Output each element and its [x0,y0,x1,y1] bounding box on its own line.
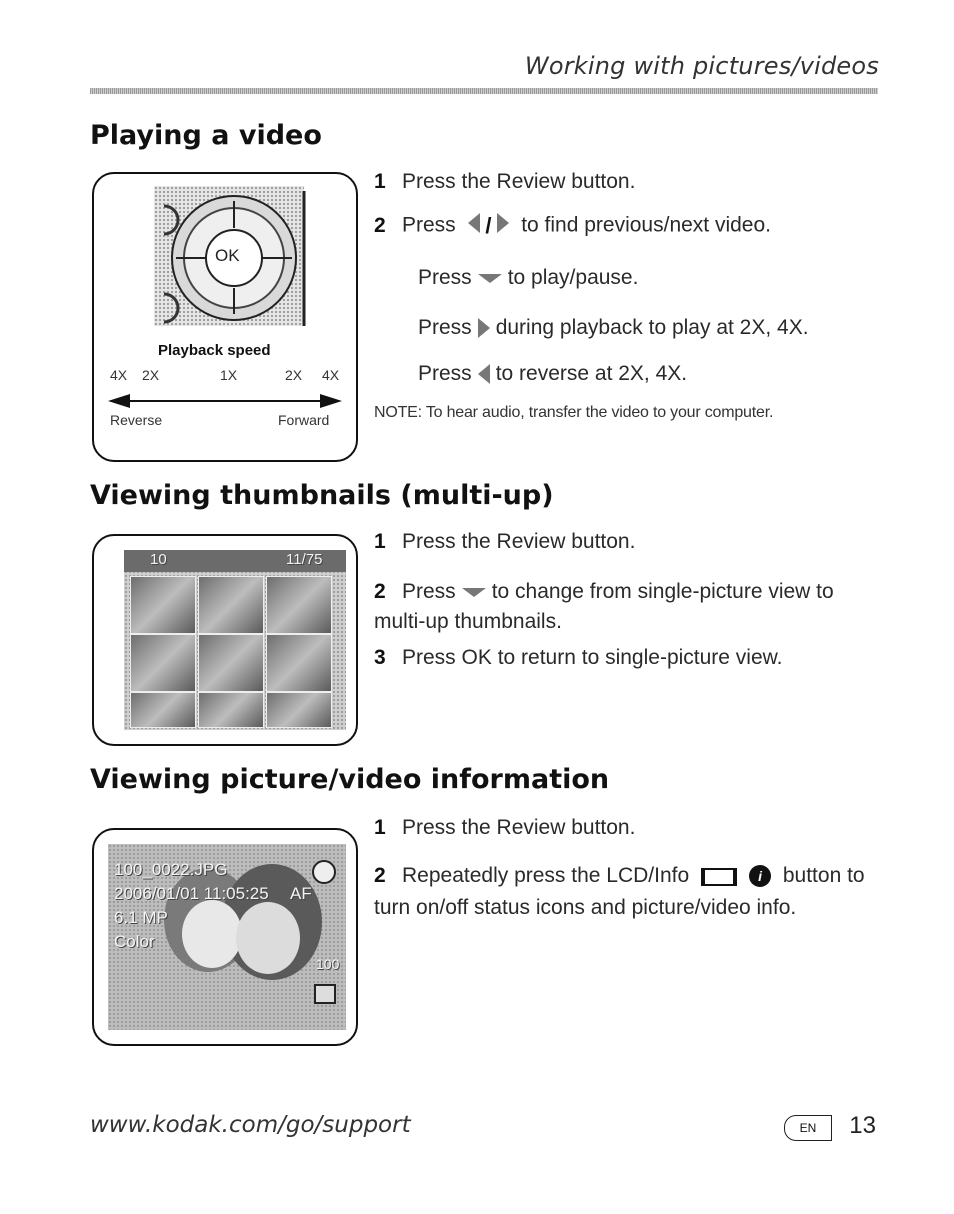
info-resolution: 6.1 MP [114,908,168,927]
sub-reverse: Press to reverse at 2X, 4X. [418,362,688,385]
info-color: Color [114,932,155,951]
down-arrow-icon [478,274,502,283]
forward-label: Forward [278,412,330,428]
info-filename: 100_0022.JPG [114,860,228,879]
step-2-lcd-info: 2 Repeatedly press the LCD/Info i button to turn on/off status icons and picture/video info. [374,860,884,924]
info-icon: i [749,865,771,887]
figure-info-lcd [92,828,358,1046]
page-number: 13 [849,1112,876,1139]
speed-4x-left: 4X [110,367,128,383]
down-arrow-icon [462,588,486,597]
figure-camera-controls [92,172,358,462]
speed-4x-right: 4X [322,367,340,383]
forward-arrow-icon [320,394,342,408]
thumbnail [198,634,264,692]
info-quality: 100 [316,956,340,972]
step-3-ok: 3 Press OK to return to single-picture view. [374,646,783,669]
sub-play-pause: Press to play/pause. [418,266,639,289]
reverse-label: Reverse [110,412,163,428]
info-af: AF [290,884,312,903]
section-title-info: Viewing picture/video information [90,764,610,795]
thumbnail [198,692,264,728]
lcd-info-button-icon [701,860,737,892]
thumbnail [266,576,332,634]
status-icons: 10 [150,551,167,568]
reverse-arrow-icon [108,394,130,408]
thumbnail [130,576,196,634]
ok-label: OK [215,246,240,265]
thumbnail [266,692,332,728]
running-header: Working with pictures/videos [524,52,879,80]
info-datetime: 2006/01/01 11:05:25 [114,884,269,903]
thumbnail [130,692,196,728]
thumbnail [198,576,264,634]
speed-1x: 1X [220,367,238,383]
step-2-prev-next: 2 Press / to find previous/next video. [374,213,772,238]
speed-2x-right: 2X [285,367,303,383]
speed-axis [128,400,322,402]
thumbnail [130,634,196,692]
support-url: www.kodak.com/go/support [90,1112,411,1138]
picture-counter: 11/75 [286,551,323,568]
sub-fast-forward: Press during playback to play at 2X, 4X. [418,316,809,339]
step-1-review: 1 Press the Review button. [374,170,636,193]
language-badge: EN [784,1115,832,1141]
left-right-arrows-icon: / [468,213,510,239]
speed-2x-left: 2X [142,367,160,383]
section-title-playing-video: Playing a video [90,120,322,151]
step-2-multi-up: 2 Press to change from single-picture view to multi-up thumbnails. [374,580,834,633]
figure-thumbnails-lcd [92,534,358,746]
storage-icon [314,984,336,1004]
playback-speed-label: Playback speed [158,342,271,359]
camera-mode-icon [312,860,336,884]
section-title-thumbnails: Viewing thumbnails (multi-up) [90,480,554,511]
step-1-review: 1 Press the Review button. [374,816,636,839]
note-audio: NOTE: To hear audio, transfer the video to your computer. [374,404,774,421]
right-arrow-icon [478,318,490,338]
left-arrow-icon [478,364,490,384]
thumbnail [266,634,332,692]
header-rule [90,88,878,94]
step-1-review: 1 Press the Review button. [374,530,636,553]
